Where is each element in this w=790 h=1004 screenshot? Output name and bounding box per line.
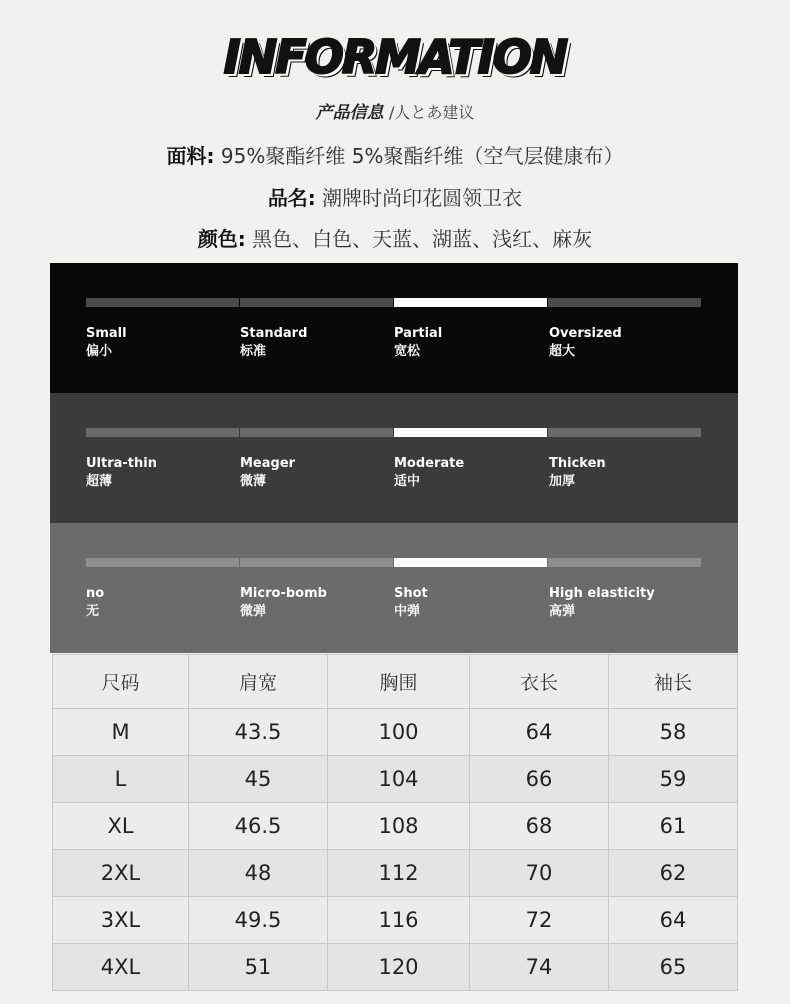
option-label-zh: 标准 [240,344,267,359]
option-label-zh: 超薄 [86,474,113,489]
page-title: INFORMATION [223,30,567,84]
table-cell: 64 [609,897,738,944]
table-cell: 104 [328,756,470,803]
color-label: 颜色: [197,227,246,251]
header-cell: 衣长 [470,655,609,709]
table-cell: 120 [328,944,470,991]
table-cell: L [53,756,189,803]
scale-bar-elasticity [548,558,701,567]
subtitle-main: 产品信息 [315,103,384,123]
scale-bar-fit [548,298,701,307]
table-cell: 108 [328,803,470,850]
table-row [53,756,738,803]
table-cell: 43.5 [189,709,328,756]
color-line [0,223,790,252]
subtitle-sub: 人とあ建议 [394,103,475,122]
product-name-label: 品名: [267,186,316,210]
option-label-en: no [86,586,105,601]
fit-scale-panel [50,263,738,393]
option-label-en: Thicken [549,456,606,471]
size-table [52,654,738,991]
table-cell: 48 [189,850,328,897]
scale-option-fit [549,325,622,361]
table-cell: 62 [609,850,738,897]
header-cell: 胸围 [328,655,470,709]
scale-option-fit [394,325,442,361]
scale-option-elasticity [549,585,655,621]
scale-option-elasticity [240,585,327,621]
option-label-zh: 微薄 [240,474,267,489]
option-label-en: Oversized [549,326,622,341]
scale-option-thickness [86,455,157,491]
product-name-line [0,182,790,211]
table-cell: 66 [470,756,609,803]
color-value: 黑色、白色、天蓝、湖蓝、浅红、麻灰 [252,227,593,251]
scale-bar-elasticity [240,558,393,567]
scale-option-thickness [394,455,464,491]
scale-bar-fit [240,298,393,307]
table-row [53,709,738,756]
option-label-en: Small [86,326,127,341]
product-name-value: 潮牌时尚印花圆领卫衣 [322,186,523,210]
thickness-scale-panel [50,393,738,523]
option-label-en: Standard [240,326,308,341]
option-label-en: Meager [240,456,296,471]
header-cell: 袖长 [609,655,738,709]
table-cell: 112 [328,850,470,897]
option-label-zh: 偏小 [86,344,113,359]
table-row [53,944,738,991]
option-label-zh: 超大 [549,344,576,359]
table-cell: 64 [470,709,609,756]
table-cell: 59 [609,756,738,803]
header-cell: 尺码 [53,655,189,709]
scale-option-fit [86,325,127,361]
table-row [53,897,738,944]
fabric-value: 95%聚酯纤维 5%聚酯纤维（空气层健康布） [220,144,624,168]
table-cell: 68 [470,803,609,850]
scale-option-elasticity [394,585,428,621]
scale-bar-fit [86,298,239,307]
scale-bar-elasticity [394,558,547,567]
table-cell: 46.5 [189,803,328,850]
option-label-zh: 微弹 [240,604,267,619]
table-cell: 72 [470,897,609,944]
fabric-line [0,140,790,169]
option-label-zh: 加厚 [549,474,576,489]
table-cell: 2XL [53,850,189,897]
scale-option-fit [240,325,307,361]
table-row [53,850,738,897]
subtitle [0,98,790,123]
option-label-zh: 中弹 [394,604,421,619]
scale-option-thickness [240,455,295,491]
scale-bar-thickness [394,428,547,437]
option-label-en: Shot [394,586,428,601]
table-cell: 58 [609,709,738,756]
option-label-en: Partial [394,326,443,341]
table-cell: 116 [328,897,470,944]
scale-bar-thickness [240,428,393,437]
table-cell: 70 [470,850,609,897]
fabric-label: 面料: [166,144,215,168]
scale-bar-thickness [86,428,239,437]
option-label-en: Moderate [394,456,465,471]
scale-bar-fit [394,298,547,307]
scale-option-thickness [549,455,606,491]
header-cell: 肩宽 [189,655,328,709]
table-cell: 61 [609,803,738,850]
option-label-zh: 适中 [394,474,421,489]
option-label-en: Micro-bomb [240,586,327,601]
table-cell: 74 [470,944,609,991]
table-cell: 100 [328,709,470,756]
option-label-en: Ultra-thin [86,456,157,471]
table-row [53,803,738,850]
table-cell: 49.5 [189,897,328,944]
option-label-zh: 宽松 [394,344,421,359]
elasticity-scale-panel [50,523,738,653]
option-label-zh: 无 [86,604,100,619]
scale-bar-elasticity [86,558,239,567]
table-cell: XL [53,803,189,850]
subtitle-separator: / [389,103,395,122]
table-cell: 3XL [53,897,189,944]
option-label-en: High elasticity [549,586,655,601]
table-cell: 51 [189,944,328,991]
table-cell: 65 [609,944,738,991]
table-cell: 45 [189,756,328,803]
scale-bar-thickness [548,428,701,437]
table-cell: M [53,709,189,756]
table-cell: 4XL [53,944,189,991]
scale-option-elasticity [86,585,104,621]
option-label-zh: 高弹 [549,604,576,619]
size-table-header-row [53,655,738,709]
